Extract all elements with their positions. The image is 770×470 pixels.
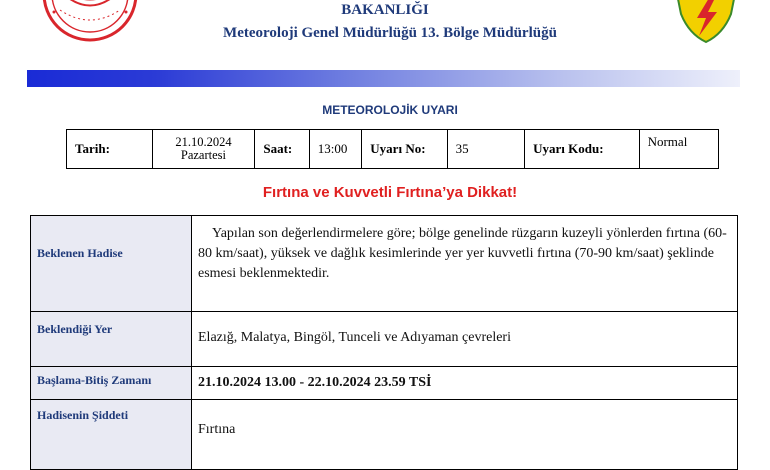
warning-no-value: 35 <box>447 130 525 169</box>
warning-no-label: Uyarı No: <box>362 130 447 169</box>
directorate-title: Meteoroloji Genel Müdürlüğü 13. Bölge Müdürlüğü <box>223 25 557 41</box>
date-value: 21.10.2024 <box>175 135 232 149</box>
severity-label: Hadisenin Şiddeti <box>31 400 192 470</box>
time-label: Saat: <box>255 130 309 169</box>
expected-event-text: Yapılan son değerlendirmelere göre; bölge genelinde rüzgarın kuzeyli yönlerden fırtına (60-80 km/saat), yüksek ve dağlık kesimlerinde yer yer kuvvetli fırtına (70-90 km/saat) şeklinde esmesi beklenmektedir. <box>192 216 738 312</box>
document-title: METEOROLOJİK UYARI <box>322 103 458 117</box>
start-end-text: 21.10.2024 13.00 - 22.10.2024 23.59 TSİ <box>192 367 738 400</box>
date-label: Tarih: <box>67 130 153 169</box>
header-gradient-band <box>27 70 740 87</box>
ministry-title: BAKANLIĞI <box>341 2 429 18</box>
time-value: 13:00 <box>309 130 362 169</box>
weekday-value: Pazartesi <box>180 148 226 162</box>
severity-text: Fırtına <box>192 400 738 470</box>
expected-event-label: Beklenen Hadise <box>31 216 192 312</box>
expected-place-label: Beklendiği Yer <box>31 312 192 367</box>
warning-code-label: Uyarı Kodu: <box>525 130 639 169</box>
warning-code-value: Normal <box>639 130 718 169</box>
date-cell <box>152 130 255 169</box>
warning-meta-table <box>66 129 719 169</box>
alert-headline: Fırtına ve Kuvvetli Fırtına’ya Dikkat! <box>262 184 518 201</box>
expected-place-text: Elazığ, Malatya, Bingöl, Tunceli ve Adıyaman çevreleri <box>192 312 738 367</box>
warning-details-table <box>30 215 738 470</box>
start-end-label: Başlama-Bitiş Zamanı <box>31 367 192 400</box>
